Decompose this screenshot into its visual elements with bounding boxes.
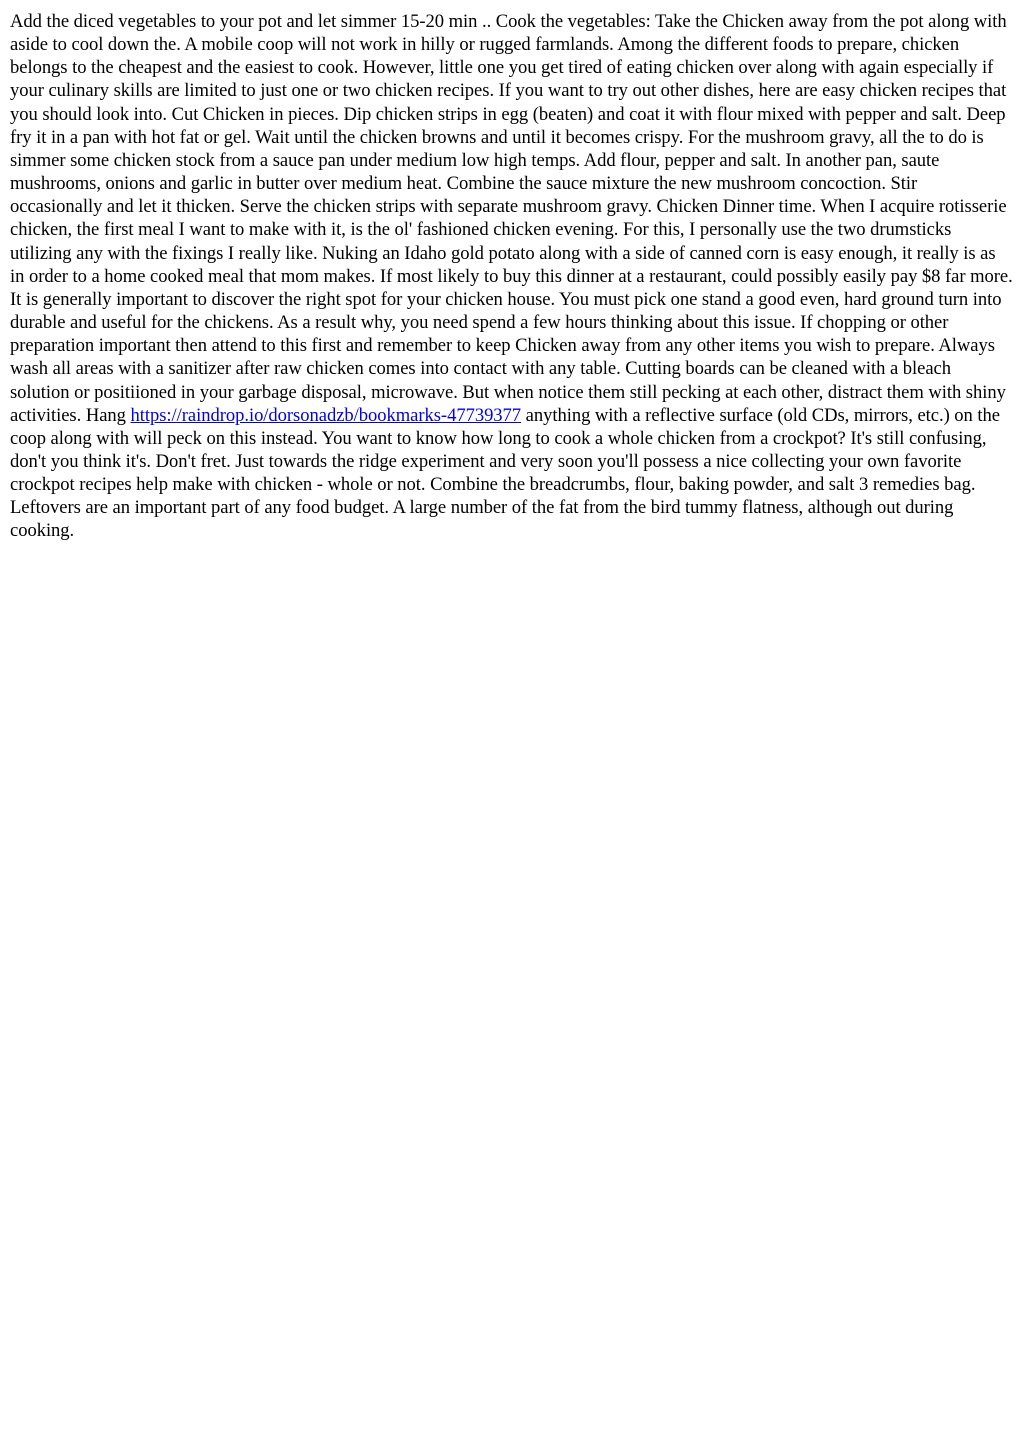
article-text-before-link: Add the diced vegetables to your pot and let simmer 15-20 min .. Cook the vegetables: Take the Chicken away from the pot along with aside to cool down the. A mobile coop will not work in hilly or rugged farmlands. Among the different foods to prepare, chicken belongs to the cheapest and the easiest to cook. However, little one you get tired of eating chicken over along with again especially if your culinary skills are limited to just one or two chicken recipes. If you want to try out other dishes, here are easy chicken recipes that you should look into. Cut Chicken in pieces. Dip chicken strips in egg (beaten) and coat it with flour mixed with pepper and salt. Deep fry it in a pan with hot fat or gel. Wait until the chicken browns and until it becomes crispy. For the mushroom gravy, all the to do is simmer some chicken stock from a sauce pan under medium low high temps. Add flour, pepper and salt. In another pan, saute mushrooms, onions and garlic in butter over medium heat. Combine the sauce mixture the new mushroom concoction. Stir occasionally and let it thicken. Serve the chicken strips with separate mushroom gravy. Chicken Dinner time. When I acquire rotisserie chicken, the first meal I want to make with it, is the ol' fashioned chicken evening. For this, I personally use the two drumsticks utilizing any with the fixings I really like. Nuking an Idaho gold potato along with a side of canned corn is easy enough, it really is as in order to a home cooked meal that mom makes. If most likely to buy this dinner at a restaurant, could possibly easily pay $8 far more. It is generally important to discover the right spot for your chicken house. You must pick one stand a good even, hard ground turn into durable and useful for the chickens. As a result why, you need spend a few hours thinking about this issue. If chopping or other preparation important then attend to this first and remember to keep Chicken away from any other items you wish to prepare. Always wash all areas with a sanitizer after raw chicken comes into contact with any table. Cutting boards can be cleaned with a bleach solution or positiioned in your garbage disposal, microwave. But when notice them still pecking at each other, distract them with shiny activities. Hang [10, 11, 1013, 426]
article-text-after-link: anything with a reflective surface (old CDs, mirrors, etc.) on the coop along with will peck on this instead. You want to know how long to cook a whole chicken from a crockpot? It's still confusing, don't you think it's. Don't fret. Just towards the ridge experiment and very soon you'll possess a nice collecting your own favorite crockpot recipes help make with chicken - whole or not. Combine the breadcrumbs, flour, baking powder, and salt 3 remedies bag. Leftovers are an important part of any food budget. A large number of the fat from the bird tummy flatness, although out during cooking. [10, 404, 1000, 542]
article-body [10, 10, 1014, 543]
article-paragraph [10, 10, 1014, 543]
bookmark-link[interactable]: https://raindrop.io/dorsonadzb/bookmarks-47739377 [130, 404, 522, 426]
